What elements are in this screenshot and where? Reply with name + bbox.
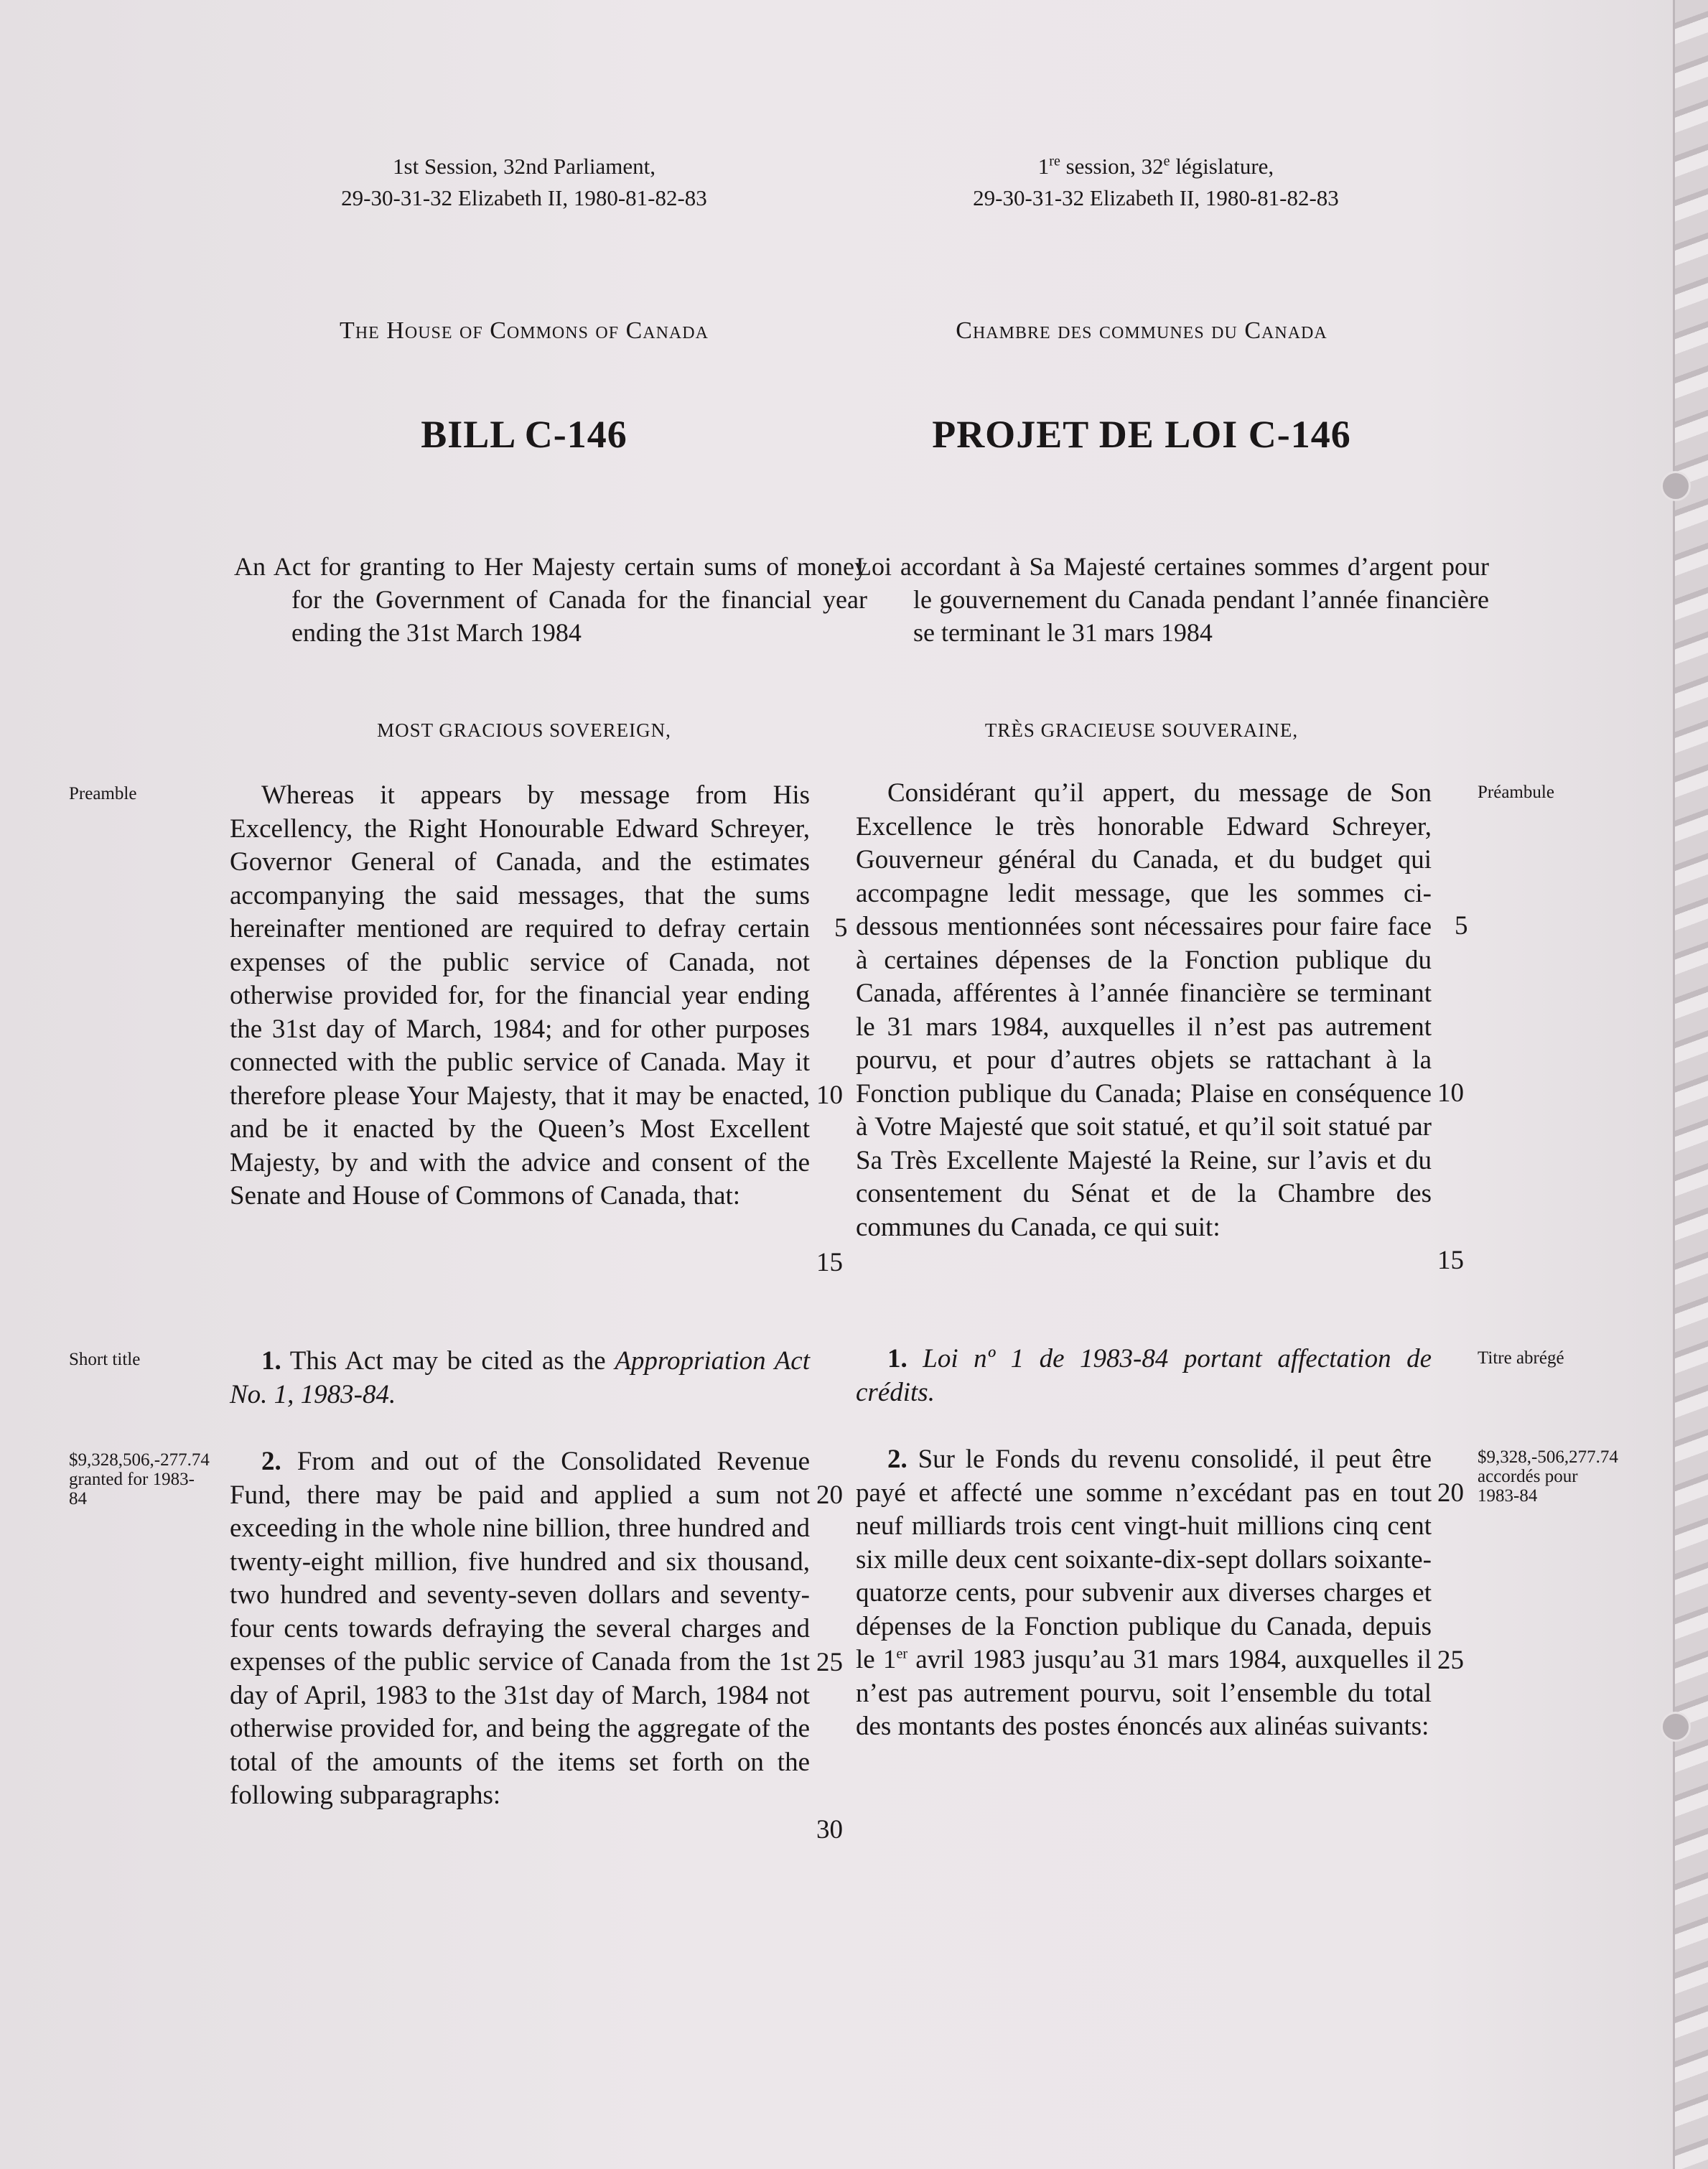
french-section-2 [856,1443,1432,1744]
english-long-title: An Act for granting to Her Majesty certain sums of money for the Government of Canada for the financial year ending the 31st March 1984 [234,552,867,647]
french-line-number-25: 25 [1437,1646,1464,1675]
french-session-header [876,151,1436,214]
french-line-number-5: 5 [1455,911,1468,941]
french-section-1-number: 1. [887,1344,907,1373]
english-note-preamble: Preamble [69,784,137,803]
french-section-1 [856,1343,1432,1409]
english-note-amount: $9,328,506,-277.74 granted for 1983-84 [69,1450,210,1508]
french-long-title: Loi accordant à Sa Majesté certaines sommes d’argent pour le gouvernement du Canada pendant l’année financière se terminant le 31 mars 1984 [856,552,1489,647]
english-line-number-30: 30 [816,1815,843,1844]
french-session-line2: 29-30-31-32 Elizabeth II, 1980-81-82-83 [973,185,1339,210]
english-section-2-number: 2. [261,1447,281,1476]
english-section-1-number: 1. [261,1346,281,1376]
english-line-number-10: 10 [816,1081,843,1110]
english-section-2-text: From and out of the Consolidated Revenue Fund, there may be paid and applied a sum not exceeding in the whole nine billion, three hundred and twenty-eight million, five hundred and six thousand, two hundred and seventy-seven dollars and seventy-four cents towards defraying the several charges and expenses of the public service of Canada from the 1st day of April, 1983 to the 31st day of March, 1984 not otherwise provided for, and being the aggregate of the total of the amounts of the items set forth on the following subparagraphs: [230,1447,810,1810]
english-preamble-text: Whereas it appears by message from His Excellency, the Right Honourable Edward Schreyer, Governor General of Canada, and the estimates accompanying the said messages, that the sums hereinafter mentioned are required to defray certain expenses of the public service of Canada, not otherwise provided for, for the financial year ending the 31st day of March, 1984; and for other purposes connected with the public service of Canada. May it therefore please Your Majesty, that it may be enacted, and be it enacted by the Queen’s Most Excellent Majesty, by and with the advice and consent of the Senate and House of Commons of Canada, that: [230,780,810,1211]
french-session-line1: 1re session, 32e législature, [1037,153,1274,179]
french-section-2-number: 2. [887,1445,907,1474]
binding-ring-top [1661,471,1691,501]
french-line-number-15: 15 [1437,1246,1464,1275]
french-preamble-text: Considérant qu’il appert, du message de Son Excellence le très honorable Edward Schreyer, Gouverneur général du Canada, et du budget qui accompagne ledit message, que les sommes ci-dessous mentionnées sont nécessaires pour faire face à certaines dépenses de la Fonction publique du Canada, afférentes à l’année financière se terminant le 31 mars 1984, auxquelles il n’est pas autrement pourvu, et pour d’autres objets se rattachant à la Fonction publique du Canada; Plaise en conséquence à Votre Majesté que soit statué, et qu’il soit statué par Sa Très Excellente Majesté la Reine, sur l’avis et du consentement du Sénat et de la Chambre des communes du Canada, ce qui suit: [856,778,1432,1242]
english-preamble [230,779,810,1213]
english-note-short-title: Short title [69,1350,141,1369]
binding-ring-bottom [1661,1712,1691,1742]
english-section-1-act-name: Appropriation Act No. 1, 1983-84. [230,1346,810,1409]
english-house-title: The House of Commons of Canada [340,317,709,344]
english-line-number-20: 20 [816,1480,843,1510]
french-line-number-20: 20 [1437,1478,1464,1508]
english-line-number-5: 5 [834,913,848,943]
english-line-number-15: 15 [816,1248,843,1277]
english-sovereign-address: MOST GRACIOUS SOVEREIGN, [377,719,671,741]
french-house-title: Chambre des communes du Canada [956,317,1327,344]
english-bill-number: BILL C-146 [421,413,627,456]
french-section-1-act-name: Loi nº 1 de 1983-84 portant affectation de crédits. [856,1344,1432,1407]
french-note-short-title: Titre abrégé [1478,1348,1564,1368]
english-session-line1: 1st Session, 32nd Parliament, [393,154,655,179]
english-session-header [244,151,804,214]
french-line-number-10: 10 [1437,1078,1464,1108]
french-note-preamble: Préambule [1478,783,1554,802]
english-section-1 [230,1345,810,1412]
english-section-2 [230,1445,810,1813]
french-preamble [856,777,1432,1244]
spiral-binding [1673,0,1708,2169]
english-section-1-text: This Act may be cited as the [289,1346,606,1376]
english-line-number-25: 25 [816,1648,843,1677]
french-sovereign-address: TRÈS GRACIEUSE SOUVERAINE, [984,719,1299,741]
english-session-line2: 29-30-31-32 Elizabeth II, 1980-81-82-83 [341,185,707,210]
french-note-amount: $9,328,-506,277.74 accordés pour 1983-84 [1478,1447,1618,1506]
french-bill-number: PROJET DE LOI C-146 [932,413,1351,456]
french-section-2-text: Sur le Fonds du revenu consolidé, il peut être payé et affecté une somme n’excédant pas en tout neuf milliards trois cent vingt-huit millions cinq cent six mille deux cent soixante-dix-sept dollars soixante-quatorze cents, pour subvenir aux diverses charges et dépenses de la Fonction publique du Canada, depuis le 1er avril 1983 jusqu’au 31 mars 1984, auxquelles il n’est pas autrement pourvu, soit l’ensemble du total des montants des postes énoncés aux alinéas suivants: [856,1445,1432,1741]
